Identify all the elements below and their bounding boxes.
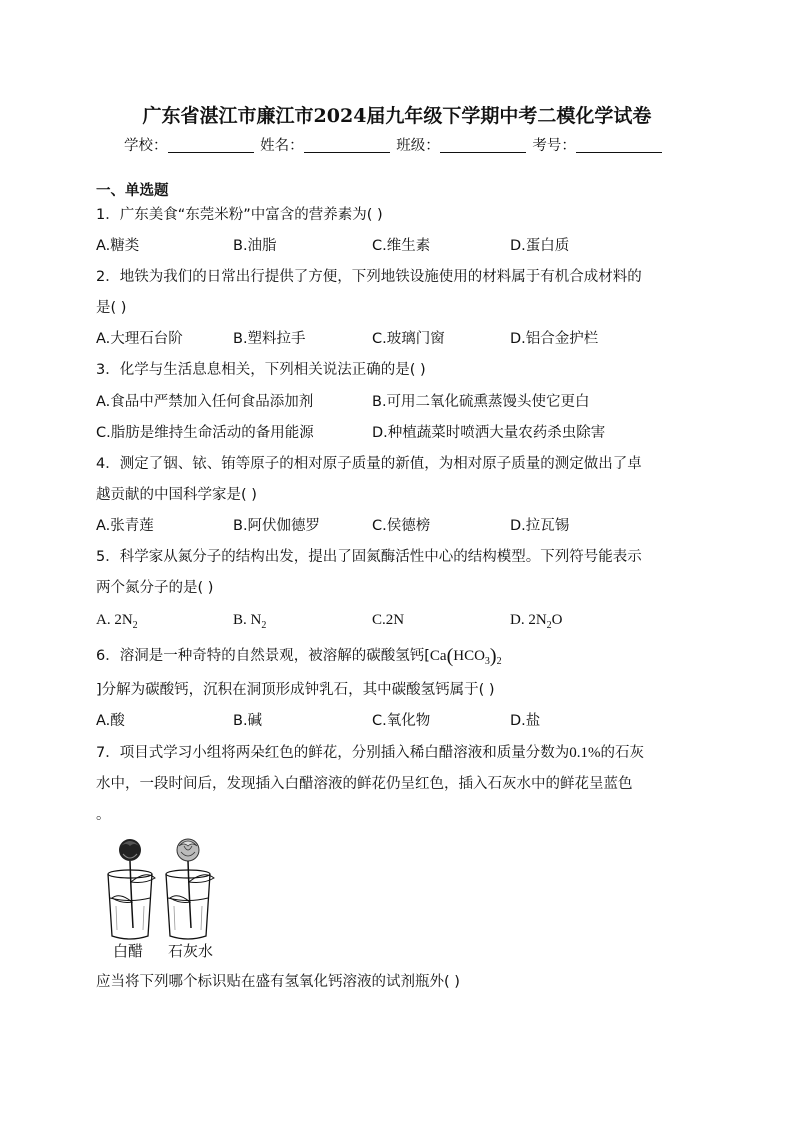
question-1-stem: 1．广东美食“东莞米粉”中富含的营养素为( ) (96, 207, 383, 223)
question-7-stem-line-3: 。 (96, 807, 111, 823)
class-label: 班级： (396, 138, 440, 154)
class-blank[interactable] (440, 138, 526, 153)
q1-option-b[interactable]: B.油脂 (233, 238, 277, 254)
q1-option-a[interactable]: A.糖类 (96, 238, 140, 254)
q1-option-c[interactable]: C.维生素 (372, 238, 431, 254)
q3-option-d[interactable]: D.种植蔬菜时喷洒大量农药杀虫除害 (372, 425, 606, 441)
q3-option-a[interactable]: A.食品中严禁加入任何食品添加剂 (96, 394, 314, 410)
school-blank[interactable] (168, 138, 254, 153)
question-7-stem-line-1: 7．项目式学习小组将两朵红色的鲜花，分别插入稀白醋溶液和质量分数为0.1%的石灰 (96, 745, 644, 761)
q2-option-b[interactable]: B.塑料拉手 (233, 331, 306, 347)
section-heading: 一、单选题 (96, 183, 169, 199)
red-flower-icon (112, 839, 155, 928)
question-5-stem-line-1: 5．科学家从氮分子的结构出发，提出了固氮酶活性中心的结构模型。下列符号能表示 (96, 549, 642, 565)
flower-beaker-figure (100, 832, 230, 944)
page-title: 广东省湛江市廉江市2024届九年级下学期中考二模化学试卷 (142, 105, 652, 127)
exam-number-label: 考号： (532, 138, 576, 154)
q4-option-c[interactable]: C.侯德榜 (372, 518, 431, 534)
exam-number-blank[interactable] (576, 138, 662, 153)
question-5-stem-line-2: 两个氮分子的是( ) (96, 580, 214, 596)
q4-option-d[interactable]: D.拉瓦锡 (510, 518, 570, 534)
question-6-stem-line-2: ]分解为碳酸钙，沉积在洞顶形成钟乳石，其中碳酸氢钙属于( ) (96, 682, 495, 698)
question-7-stem-line-2: 水中，一段时间后，发现插入白醋溶液的鲜花仍呈红色，插入石灰水中的鲜花呈蓝色 (96, 776, 633, 792)
q3-option-c[interactable]: C.脂肪是维持生命活动的备用能源 (96, 425, 314, 441)
q3-option-b[interactable]: B.可用二氧化硫熏蒸馒头使它更白 (372, 394, 590, 410)
white-vinegar-label: 白醋 (113, 944, 144, 960)
question-6-stem-line-1: 6．溶洞是一种奇特的自然景观，被溶解的碳酸氢钙[$Ca(HCO_3)_2$ (96, 645, 502, 667)
q4-option-a[interactable]: A.张青莲 (96, 518, 154, 534)
question-2-stem-line-2: 是( ) (96, 300, 127, 316)
q2-option-a[interactable]: A.大理石台阶 (96, 331, 183, 347)
q6-option-a[interactable]: A.酸 (96, 713, 125, 729)
q5-option-d[interactable]: D. $2N_2O$ (510, 612, 563, 631)
q2-option-d[interactable]: D.铝合金护栏 (510, 331, 599, 347)
q2-option-c[interactable]: C.玻璃门窗 (372, 331, 445, 347)
q5-option-a[interactable]: A. $2N_2$ (96, 612, 138, 631)
q6-option-c[interactable]: C.氧化物 (372, 713, 431, 729)
name-blank[interactable] (304, 138, 390, 153)
student-info-line (124, 136, 664, 156)
school-label: 学校： (124, 138, 168, 154)
q4-option-b[interactable]: B.阿伏伽德罗 (233, 518, 321, 534)
question-2-stem-line-1: 2．地铁为我们的日常出行提供了方便，下列地铁设施使用的材料属于有机合成材料的 (96, 269, 642, 285)
q5-option-c[interactable]: C.2N (372, 612, 405, 628)
question-4-stem-line-1: 4．测定了铟、铱、铕等原子的相对原子质量的新值，为相对原子质量的测定做出了卓 (96, 456, 642, 472)
q1-option-d[interactable]: D.蛋白质 (510, 238, 570, 254)
question-7-prompt: 应当将下列哪个标识贴在盛有氢氧化钙溶液的试剂瓶外( ) (96, 974, 460, 990)
q6-option-d[interactable]: D.盐 (510, 713, 541, 729)
question-4-stem-line-2: 越贡献的中国科学家是( ) (96, 487, 257, 503)
name-label: 姓名： (260, 138, 304, 154)
question-3-stem: 3．化学与生活息息相关，下列相关说法正确的是( ) (96, 362, 426, 378)
q6-option-b[interactable]: B.碱 (233, 713, 263, 729)
calcium-bicarbonate-formula: $Ca(HCO_3)_2$ (429, 645, 502, 667)
lime-water-label: 石灰水 (168, 944, 214, 960)
q5-option-b[interactable]: B. $N_2$ (233, 612, 267, 631)
